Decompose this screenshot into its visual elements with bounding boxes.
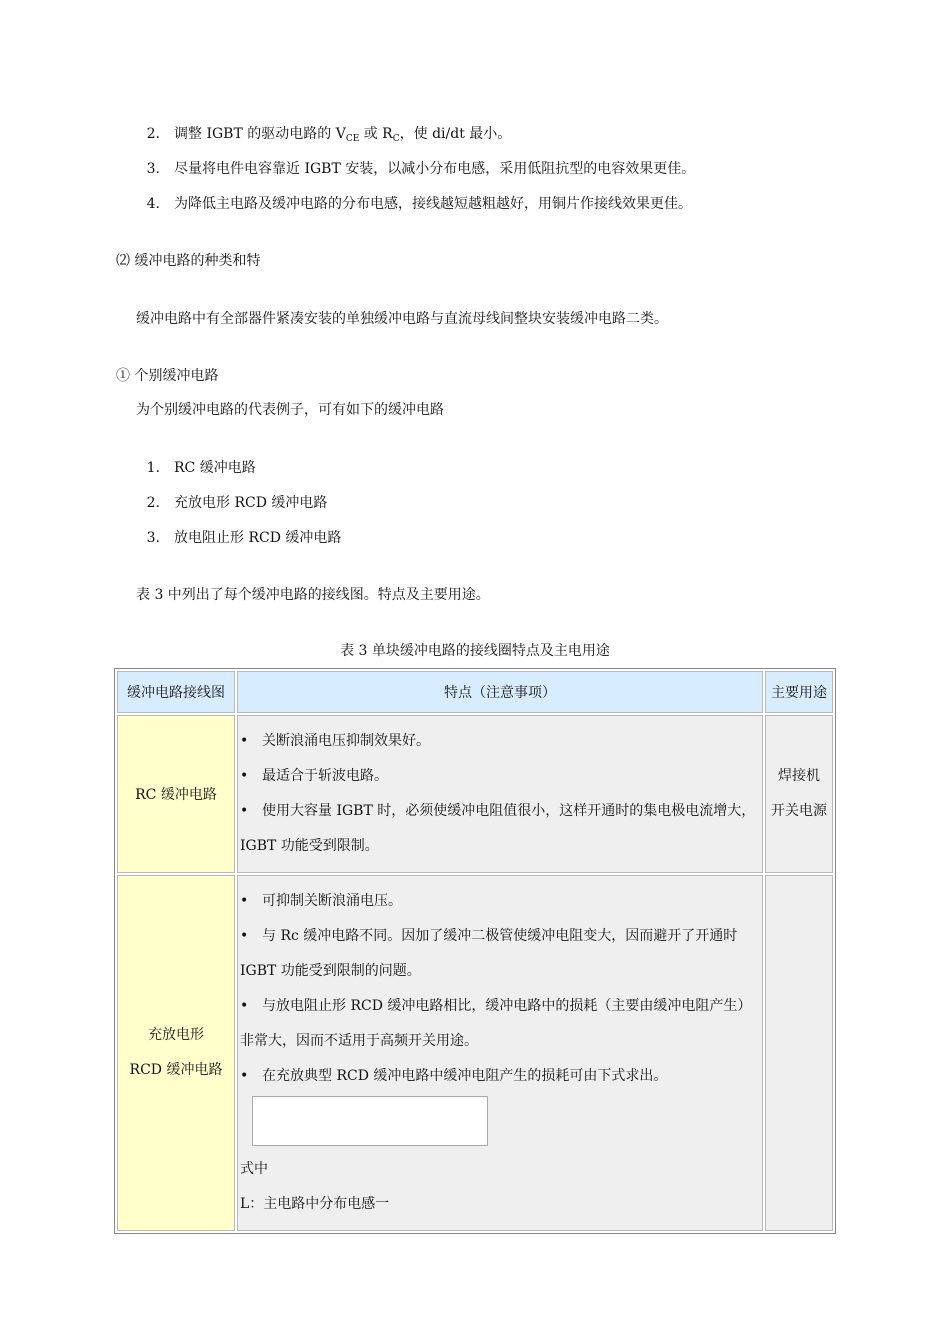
table-header-cell: 主要用途 (765, 671, 833, 713)
table-header-cell: 缓冲电路接线图 (117, 671, 235, 713)
uses-cell: 焊接机 开关电源 (765, 715, 833, 873)
bullet-icon: • (240, 893, 249, 909)
bullet-item: • 与 Rc 缓冲电路不同。因加了缓冲二极管使缓冲电阻变大，因而避开了开通时 (240, 919, 760, 954)
paragraph: 缓冲电路中有全部器件紧凑安装的单独缓冲电路与直流母线间整块安装缓冲电路二类。 (136, 311, 668, 327)
bullet-icon: • (240, 733, 249, 749)
paragraph: 表 3 中列出了每个缓冲电路的接线图。特点及主要用途。 (136, 587, 490, 603)
table-caption: 表 3 单块缓冲电路的接线圈特点及主电用途 (340, 643, 610, 659)
bullet-item: • 可抑制关断浪涌电压。 (240, 884, 760, 919)
formula-image (252, 1096, 488, 1146)
bullet-item: • 与放电阻止形 RCD 缓冲电路相比，缓冲电路中的损耗（主要由缓冲电阻产生） (240, 989, 760, 1024)
bullet-item: • 在充放典型 RCD 缓冲电路中缓冲电阻产生的损耗可由下式求出。 (240, 1059, 760, 1094)
features-cell: • 可抑制关断浪涌电压。 • 与 Rc 缓冲电路不同。因加了缓冲二极管使缓冲电阻变大，因而避开了开通时 IGBT 功能受到限制的问题。 • 与放电阻止形 RCD 缓冲电路相比，缓冲电路中的损耗（主要由缓冲电阻产生） 非常大，因而不适用于高频开关用途。 • 在充放典型 RCD 缓冲电路中缓冲电阻产生的损耗可由下式求出。 式中 L：主电路中分布电感一 (237, 875, 763, 1231)
bullet-icon: • (240, 928, 249, 944)
bullet-icon: • (240, 768, 249, 784)
paragraph: 为个别缓冲电路的代表例子，可有如下的缓冲电路 (136, 402, 444, 418)
table-row (117, 875, 833, 1231)
circuit-name: 充放电形 RCD 缓冲电路 (117, 875, 235, 1231)
circuit-name: RC 缓冲电路 (117, 715, 235, 873)
table-header-cell: 特点（注意事项） (237, 671, 763, 713)
features-cell: • 关断浪涌电压抑制效果好。 • 最适合于斩波电路。 • 使用大容量 IGBT 时，必须使缓冲电阻值很小，这样开通时的集电极电流增大， IGBT 功能受到限制。 (237, 715, 763, 873)
table-row (117, 715, 833, 873)
section-heading: ⑵ 缓冲电路的种类和特 (116, 253, 261, 269)
bullet-icon: • (240, 998, 249, 1014)
table-header-row (117, 671, 833, 713)
uses-cell (765, 875, 833, 1231)
bullet-icon: • (240, 803, 249, 819)
bullet-item: • 使用大容量 IGBT 时，必须使缓冲电阻值很小，这样开通时的集电极电流增大， (240, 794, 760, 829)
bullet-icon: • (240, 1068, 249, 1084)
snubber-table (114, 668, 836, 1234)
bullet-item: • 关断浪涌电压抑制效果好。 (240, 724, 760, 759)
subsection-heading: ① 个别缓冲电路 (116, 368, 219, 384)
bullet-item: • 最适合于斩波电路。 (240, 759, 760, 794)
